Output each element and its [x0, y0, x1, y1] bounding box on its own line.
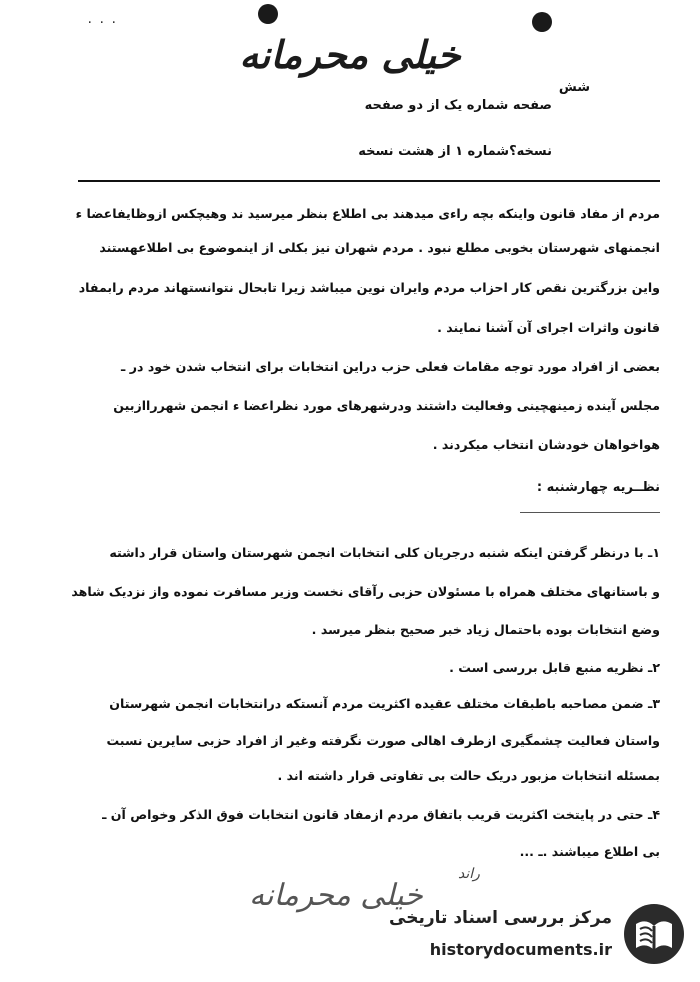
item-line: ۲ـ نظریه منبع قابل بررسی است . — [449, 660, 660, 675]
body-line: مردم از مفاد قانون واینکه بچه راءی میدهند بی اطلاع بنظر میرسید ند وهیچکس ازوظایفاعضا ء — [75, 206, 660, 221]
item-line: و باستانهای مختلف همراه با مسئولان حزبی رآقای نخست وزیر مسافرت نموده واز نزدیک شاهد — [71, 584, 660, 599]
punch-hole-left — [258, 4, 278, 24]
body-line: قانون واثرات اجرای آن آشنا نمایند . — [437, 320, 660, 335]
item-line: ۱ـ با درنظر گرفتن اینکه شنبه درجریان کلی انتخابات انجمن شهرستان واستان قرار داشته — [109, 545, 660, 560]
item-line: بی اطلاع میباشند .ـ ... — [519, 844, 660, 859]
body-line: بعضی از افراد مورد توجه مقامات فعلی حزب دراین انتخابات برای انتخاب شدن خود در ـ — [121, 359, 660, 374]
page-number-line: صفحه شماره یک از دو صفحه — [364, 98, 552, 113]
opinion-heading: نظــریه چهارشنبه : — [536, 480, 660, 495]
body-line: انجمنهای شهرستان بخوبی مطلع نبود . مردم شهران نیز بکلی از اینموضوع بی اطلاعهستند — [99, 240, 660, 255]
watermark-url: historydocuments.ir — [429, 940, 612, 959]
copy-word: شش — [558, 80, 590, 95]
copy-number-line: نسخه؟شماره ۱ از هشت نسخه — [358, 144, 552, 159]
punch-hole-right — [532, 12, 552, 32]
body-line: واین بزرگترین نقص کار احزاب مردم وایران نوین میباشد زیرا تابحال نتوانستهاند مردم رابمفاد — [78, 280, 660, 295]
watermark-name: مرکز بررسی اسناد تاریخی — [389, 908, 612, 928]
body-line: مجلس آینده زمینهچینی وفعالیت داشتند ودرشهرهای مورد نظراعضا ء انجمن شهرراازبین — [113, 398, 660, 413]
header-divider — [78, 180, 660, 182]
watermark — [389, 896, 690, 976]
body-line: هواخواهان خودشان انتخاب میکردند . — [432, 437, 660, 452]
item-line: بمسئله انتخابات مزبور دریک حالت بی تفاوتی قرار داشته اند . — [277, 768, 660, 783]
heading-underline — [520, 512, 660, 513]
item-line: ۴ـ حتی در پایتخت اکثریت قریب باتفاق مردم ازمفاد قانون انتخابات فوق الذکر وخواص آن ـ — [102, 807, 660, 822]
item-line: واستان فعالیت چشمگیری ازطرف اهالی صورت نگرفته وغیر از افراد حزبی سایرین نسبت — [106, 733, 660, 748]
item-line: وضع انتخابات بوده باحتمال زیاد خبر صحیح بنظر میرسد . — [311, 622, 660, 637]
footer-classification-stamp: خیلی محرمانه — [249, 878, 423, 913]
open-book-logo-icon — [622, 902, 686, 966]
signature-mark: راند — [458, 866, 480, 882]
classification-title: خیلی محرمانه — [239, 32, 461, 77]
top-marks: ٠ ٠ ٠ — [86, 14, 118, 30]
item-line: ۳ـ ضمن مصاحبه باطبقات مختلف عقیده اکثریت مردم آنستکه درانتخابات انجمن شهرستان — [109, 696, 660, 711]
